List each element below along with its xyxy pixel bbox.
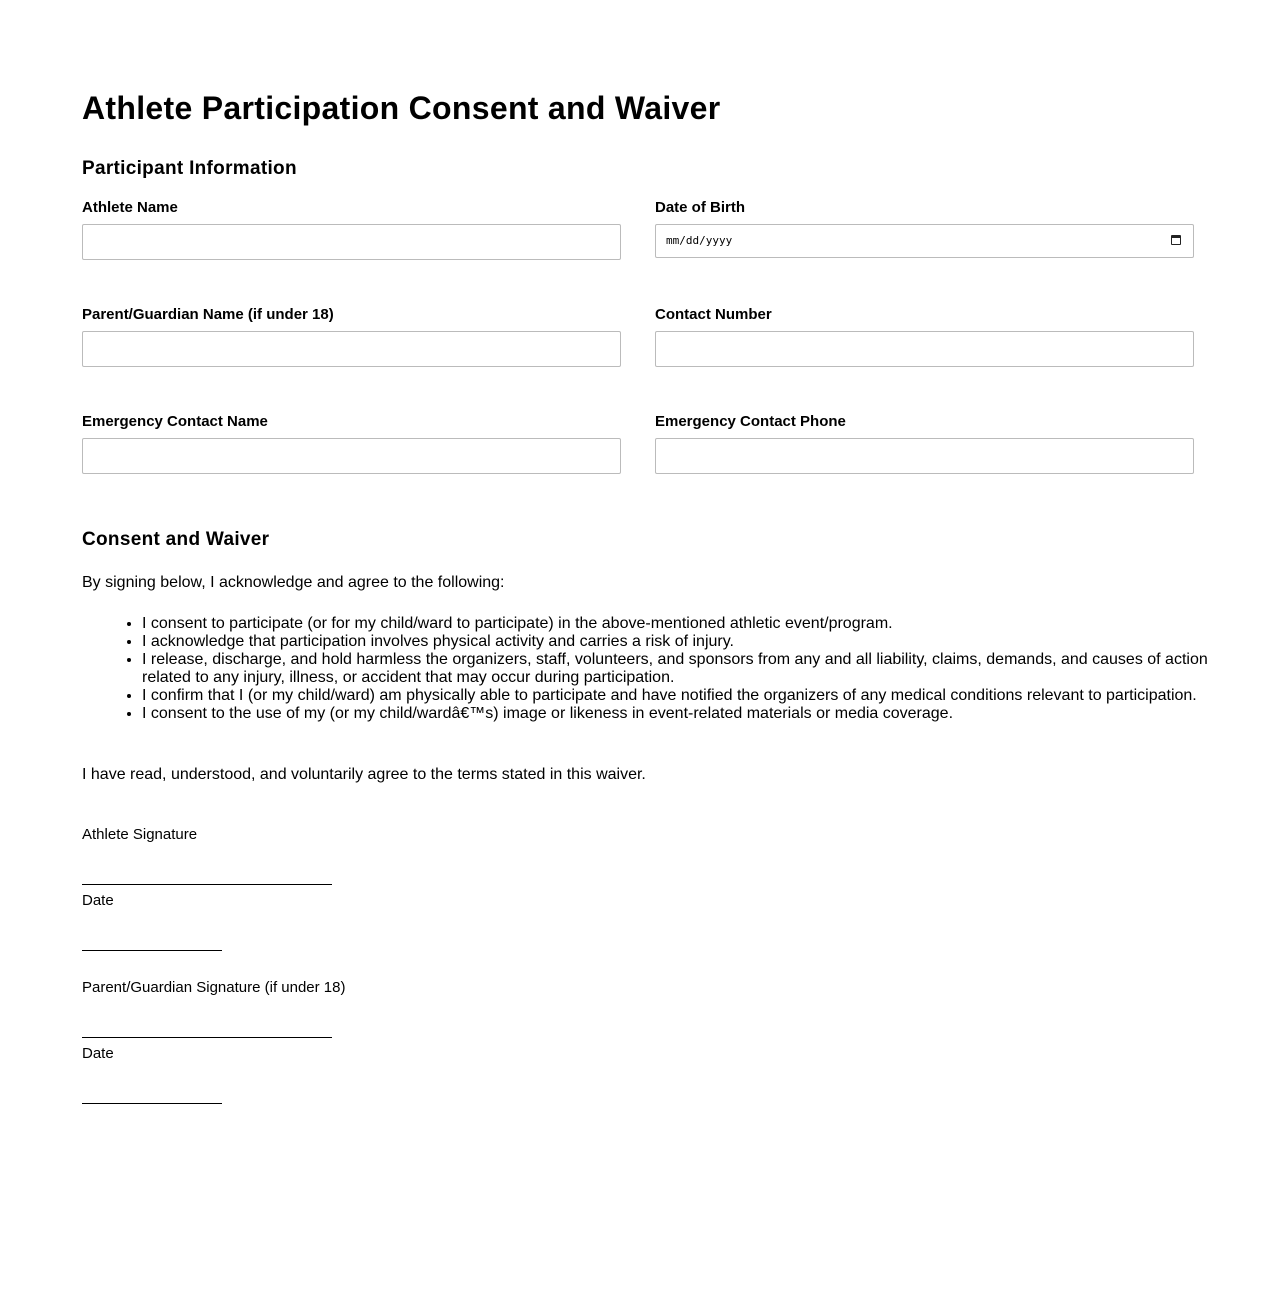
- emergency-name-input[interactable]: [82, 438, 621, 474]
- list-item: • I release, discharge, and hold harmless the organizers, staff, volunteers, and sponsors from any and all liability, claims, demands, and causes of action related to any injury, illness, or accident that may occur during participation.: [142, 651, 1242, 687]
- consent-intro: By signing below, I acknowledge and agree to the following:: [82, 574, 505, 591]
- contact-number-label: Contact Number: [655, 306, 772, 323]
- consent-closing: I have read, understood, and voluntarily agree to the terms stated in this waiver.: [82, 766, 646, 783]
- calendar-icon[interactable]: [1171, 235, 1181, 245]
- emergency-name-label: Emergency Contact Name: [82, 413, 268, 430]
- date-line[interactable]: [82, 1103, 222, 1104]
- date-line[interactable]: [82, 950, 222, 951]
- emergency-phone-label: Emergency Contact Phone: [655, 413, 846, 430]
- athlete-name-input[interactable]: [82, 224, 621, 260]
- guardian-name-label: Parent/Guardian Name (if under 18): [82, 306, 334, 323]
- dob-input[interactable]: [655, 224, 1194, 258]
- contact-number-input[interactable]: [655, 331, 1194, 367]
- list-item: • I consent to participate (or for my child/ward to participate) in the above-mentioned athletic event/program.: [142, 615, 1242, 633]
- page-title: Athlete Participation Consent and Waiver: [82, 90, 721, 126]
- athlete-signature-line[interactable]: [82, 884, 332, 885]
- guardian-signature-label: Parent/Guardian Signature (if under 18): [82, 979, 346, 996]
- guardian-name-input[interactable]: [82, 331, 621, 367]
- athlete-signature-label: Athlete Signature: [82, 826, 198, 843]
- list-item: • I consent to the use of my (or my child/wardâ€™s) image or likeness in event-related materials or media coverage.: [142, 705, 1242, 723]
- guardian-signature-line[interactable]: [82, 1037, 332, 1038]
- date-label: Date: [82, 1045, 114, 1062]
- athlete-name-label: Athlete Name: [82, 199, 178, 216]
- list-item: • I acknowledge that participation involves physical activity and carries a risk of injury.: [142, 633, 1242, 651]
- dob-placeholder: mm/dd/yyyy: [666, 234, 733, 247]
- consent-heading: Consent and Waiver: [82, 529, 270, 550]
- date-label: Date: [82, 892, 114, 909]
- list-item: • I confirm that I (or my child/ward) am physically able to participate and have notified the organizers of any medical conditions relevant to participation.: [142, 687, 1242, 705]
- participant-heading: Participant Information: [82, 158, 297, 179]
- emergency-phone-input[interactable]: [655, 438, 1194, 474]
- consent-list: [82, 615, 1242, 723]
- dob-label: Date of Birth: [655, 199, 745, 216]
